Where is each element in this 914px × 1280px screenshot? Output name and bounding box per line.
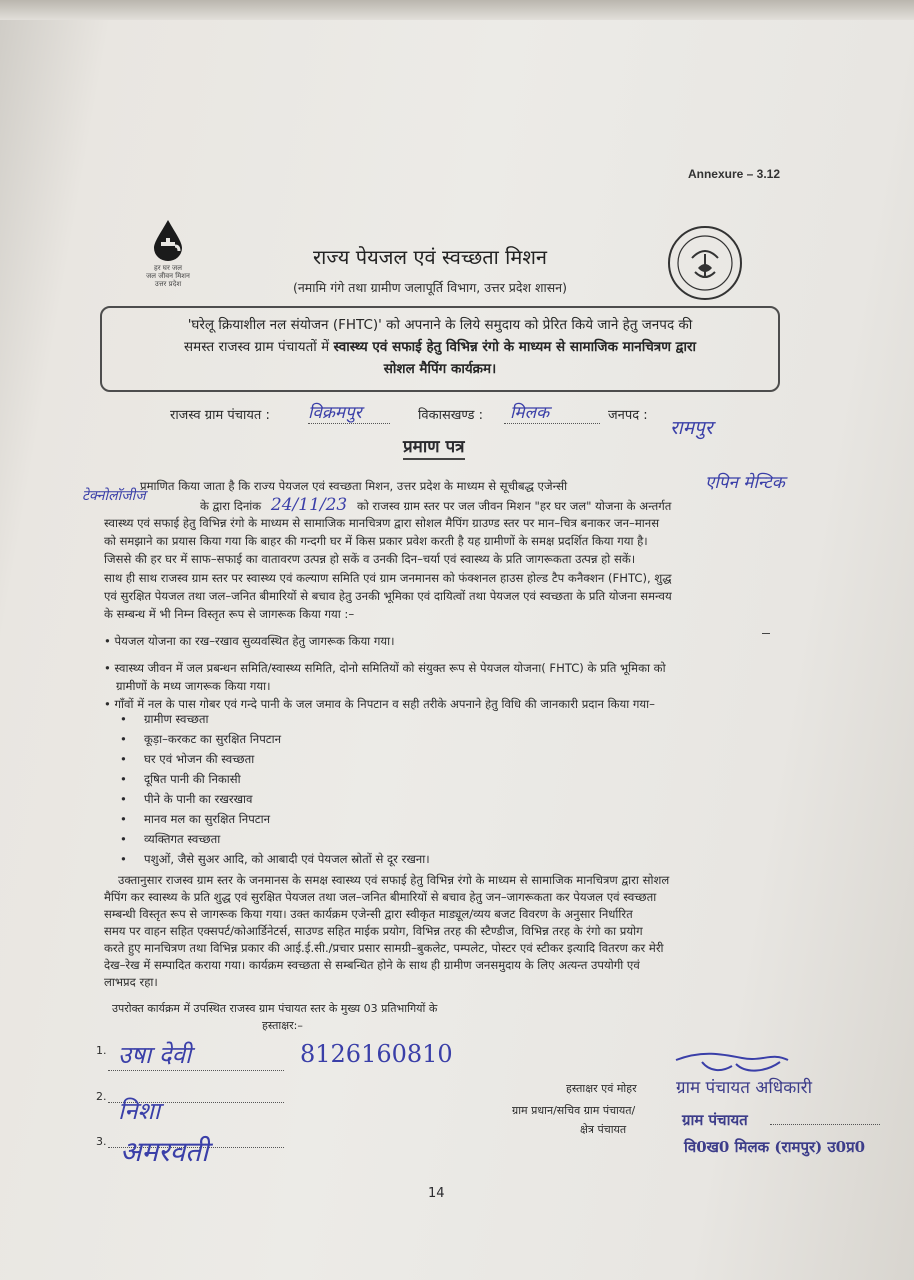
point-3: • गाँवों में नल के पास गोबर एवं गन्दे पानी के जल जमाव के निपटान व सही तरीके अपनाने हेतु विधि की जानकारी प्रदान किया गया– (104, 697, 655, 711)
participant-1-signature: उषा देवी (118, 1041, 192, 1069)
block-value: मिलक (510, 403, 550, 423)
district-value: रामपुर (670, 417, 713, 439)
block-label: विकासखण्ड : (418, 408, 484, 423)
official-stamp-line-3: वि0ख0 मिलक (रामपुर) उ0प्र0 (684, 1138, 866, 1156)
list-item: • व्यक्तिगत स्वच्छता (120, 832, 221, 846)
list-item: • ग्रामीण स्वच्छता (120, 712, 209, 726)
list-item: • मानव मल का सुरक्षित निपटान (120, 812, 271, 826)
list-item-text: ग्रामीण स्वच्छता (144, 712, 209, 726)
participant-3-signature: अमरवती (120, 1135, 209, 1168)
district-label: जनपद : (608, 408, 648, 423)
list-item-text: मानव मल का सुरक्षित निपटान (144, 812, 271, 826)
official-sign-label: हस्ताक्षर एवं मोहर (566, 1082, 637, 1095)
para1-line-1 (104, 478, 789, 496)
point-2-text: स्वास्थ्य जीवन में जल प्रबन्धन समिति/स्वास्थ्य समिति, दोनो समितियों को संयुक्त रूप से पेयजल योजना( FHTC) के प्रति भूमिका को (114, 661, 666, 675)
list-item-text: घर एवं भोजन की स्वच्छता (144, 752, 255, 766)
list-item: • दूषित पानी की निकासी (120, 772, 241, 786)
para1-text-2b: को राजस्व ग्राम स्तर पर जल जीवन मिशन "हर घर जल" योजना के अन्तर्गत (356, 499, 672, 513)
para1-line-7: एवं सुरक्षित पेयजल तथा जल–जनित बीमारियों से बचाव हेतु उनकी भूमिका एवं दायित्वों तथा पेयजल एवं स्वच्छता के प्रति योजना समन्वय (104, 589, 672, 603)
banner-line-1: 'घरेलू क्रियाशील नल संयोजन (FHTC)' को अपनाने के लिये समुदाय को प्रेरित किये जाने हेतु जनपद की (187, 317, 693, 333)
mission-subtitle: (नमामि गंगे तथा ग्रामीण जलापूर्ति विभाग, उत्तर प्रदेश शासन) (292, 280, 567, 295)
banner-line-2-start: समस्त राजस्व ग्राम पंचायतों में (184, 339, 334, 355)
point-2-cont: ग्रामीणों के मध्य जागरूक किया गया। (116, 679, 271, 693)
list-item: • कूड़ा–करकट का सुरक्षित निपटान (120, 732, 282, 746)
logo-line-3: उत्तर प्रदेश (154, 280, 182, 288)
para1-line-6: साथ ही साथ राजस्व ग्राम स्तर पर स्वास्थ्य एवं कल्याण समिति एवं ग्राम जनमानस को फंक्शनल हाउस होल्ड टैप कनैक्शन (FHTC), शुद्ध (104, 571, 672, 585)
banner-line-2-bold: स्वास्थ्य एवं सफाई हेतु विभिन्न रंगो के माध्यम से सामाजिक मानचित्रण द्वारा (333, 339, 696, 355)
official-stamp-line-1: ग्राम पंचायत अधिकारी (676, 1078, 813, 1098)
annexure-label: Annexure – 3.12 (687, 167, 780, 181)
page-fold-shadow (0, 0, 914, 20)
hygiene-sub-list (120, 712, 430, 872)
agency-name-handwritten: एपिन मेन्टिक (705, 473, 785, 493)
list-item-text: दूषित पानी की निकासी (144, 772, 241, 786)
list-item-text: पीने के पानी का रखरखाव (144, 792, 253, 806)
program-banner (100, 306, 780, 392)
list-item-text: व्यक्तिगत स्वच्छता (144, 832, 221, 846)
official-area: क्षेत्र पंचायत (580, 1123, 627, 1136)
emblem-icon (666, 224, 744, 302)
para2-line-4: समय पर वाहन सहित एक्सपर्ट/कोआर्डिनेटर्स, साउण्ड सहित माईक प्रयोग, विभिन्न तरह की स्टैण्डीज, विभिन्न तरह के रंगो का प्रयोग (104, 924, 643, 938)
mission-title: राज्य पेयजल एवं स्वच्छता मिशन (312, 245, 548, 269)
point-1-text: पेयजल योजना का रख–रखाव सुव्यवस्थित हेतु जागरूक किया गया। (114, 634, 395, 648)
participant-1-phone: 8126160810 (300, 1040, 453, 1068)
list-item: • पशुओं, जैसे सुअर आदि, को आबादी एवं पेयजल स्रोतों से दूर रखना। (120, 852, 430, 866)
participant-2-num: 2. (96, 1090, 107, 1103)
signatures-intro-2: हस्ताक्षर:– (262, 1019, 303, 1032)
para1-line-3: स्वास्थ्य एवं सफाई हेतु विभिन्न रंगो के माध्यम से सामाजिक मानचित्रण द्वारा सोशल मैपिंग ग्राउण्ड स्तर पर मान–चित्र बनाकर जन–मानस (104, 516, 660, 530)
list-item: • घर एवं भोजन की स्वच्छता (120, 752, 255, 766)
para2-line-1: उक्तानुसार राजस्व ग्राम स्तर के जनमानस के समक्ष स्वास्थ्य एवं सफाई हेतु विभिन्न रंगो के माध्यम से सामाजिक मानचित्रण द्वारा सोशल (118, 873, 670, 887)
gram-value: विक्रमपुर (308, 403, 362, 423)
block-fill-line (504, 423, 600, 424)
para2-line-5: करते हुए मानचित्रण तथा विभिन्न प्रकार की आई.ई.सी./प्रचार प्रसार सामग्री–बुकलेट, पम्पलेट, पोस्टर एवं स्टीकर इत्यादि वितरण कर मेरी (104, 941, 664, 955)
date-handwritten: 24/11/23 (270, 495, 348, 515)
para1-line-4: को समझाने का प्रयास किया गया कि बाहर की गन्दगी घर में किस प्रकार प्रवेश करती है यह ग्रामीणों के समक्ष प्रदर्शित किया गया है। (104, 534, 648, 548)
certificate-title: प्रमाण पत्र (403, 434, 465, 460)
gram-label: राजस्व ग्राम पंचायत : (170, 408, 270, 423)
logo-line-1: हर घर जल (154, 264, 182, 272)
list-item: • पीने के पानी का रखरखाव (120, 792, 253, 806)
point-3-text: गाँवों में नल के पास गोबर एवं गन्दे पानी के जल जमाव के निपटान व सही तरीके अपनाने हेतु विधि की जानकारी प्रदान किया गया– (114, 697, 655, 711)
participant-2-signature: निशा (118, 1097, 161, 1125)
agency-name-handwritten-2: टेक्नोलॉजीज (82, 488, 146, 504)
point-1: • पेयजल योजना का रख–रखाव सुव्यवस्थित हेतु जागरूक किया गया। (104, 634, 395, 648)
para2-line-7: लाभप्रद रहा। (104, 975, 158, 989)
participant-3-num: 3. (96, 1135, 107, 1148)
mission-heading (200, 243, 660, 296)
para2-line-3: सम्बन्धी विस्तृत रूप से जागरूक किया गया। उक्त कार्यक्रम एजेन्सी द्वारा स्वीकृत माड्यूल/व्यय बजट विवरण के अनुसार निर्धारित (104, 907, 633, 921)
official-stamp-line-2: ग्राम पंचायत (682, 1111, 748, 1129)
banner-line-2 (112, 336, 768, 358)
para2-line-2: मैपिंग कर स्वास्थ्य के प्रति शुद्ध एवं सुरक्षित पेयजल तथा जल–जनित बीमारियों से बचाव हेतु जन–जागरूकता कर पेयजल एवं स्वच्छता (104, 890, 657, 904)
list-item-text: कूड़ा–करकट का सुरक्षित निपटान (144, 732, 282, 746)
list-item-text: पशुओं, जैसे सुअर आदि, को आबादी एवं पेयजल स्रोतों से दूर रखना। (144, 852, 430, 866)
page-number: 14 (428, 1186, 445, 1201)
para1-line-2 (200, 497, 800, 516)
participant-1-num: 1. (96, 1044, 107, 1057)
para1-text-2a: के द्वारा दिनांक (200, 499, 262, 513)
logo-line-2: जल जीवन मिशन (146, 272, 190, 280)
para2-line-6: देख–रेख में सम्पादित कराया गया। कार्यक्रम स्वच्छता से सम्बन्धित होने के साथ ही ग्रामीण जनसमुदाय के लिए अत्यन्त उपयोगी एवं (104, 958, 640, 972)
official-stamp-line-dots (770, 1124, 880, 1125)
point-2: • स्वास्थ्य जीवन में जल प्रबन्धन समिति/स्वास्थ्य समिति, दोनो समितियों को संयुक्त रूप से पेयजल योजना( FHTC) के प्रति भूमिका को (104, 661, 666, 675)
para1-line-5: जिससे की हर घर में साफ–सफाई का वातावरण उत्पन्न हो सकें व उनकी दिन–चर्या एवं स्वास्थ्य के प्रति जागरूकता उत्पन्न हो सकें। (104, 552, 636, 566)
para1-line-8: के सम्बन्ध में भी निम्न विस्तृत रूप से जागरूक किया गया :– (104, 607, 355, 621)
signatures-intro: उपरोक्त कार्यक्रम में उपस्थित राजस्व ग्राम पंचायत स्तर के मुख्य 03 प्रतिभागियों के (112, 1002, 438, 1015)
para1-text-1: प्रमाणित किया जाता है कि राज्य पेयजल एवं स्वच्छता मिशन, उत्तर प्रदेश के माध्यम से सूचीबद्ध एजेन्सी (140, 479, 568, 493)
har-ghar-jal-logo (138, 218, 198, 288)
official-role: ग्राम प्रधान/सचिव ग्राम पंचायत/ (512, 1104, 636, 1117)
water-drop-icon (148, 218, 188, 262)
gram-fill-line (308, 423, 390, 424)
banner-line-3: सोशल मैपिंग कार्यक्रम। (383, 361, 497, 377)
up-government-emblem (666, 224, 744, 302)
